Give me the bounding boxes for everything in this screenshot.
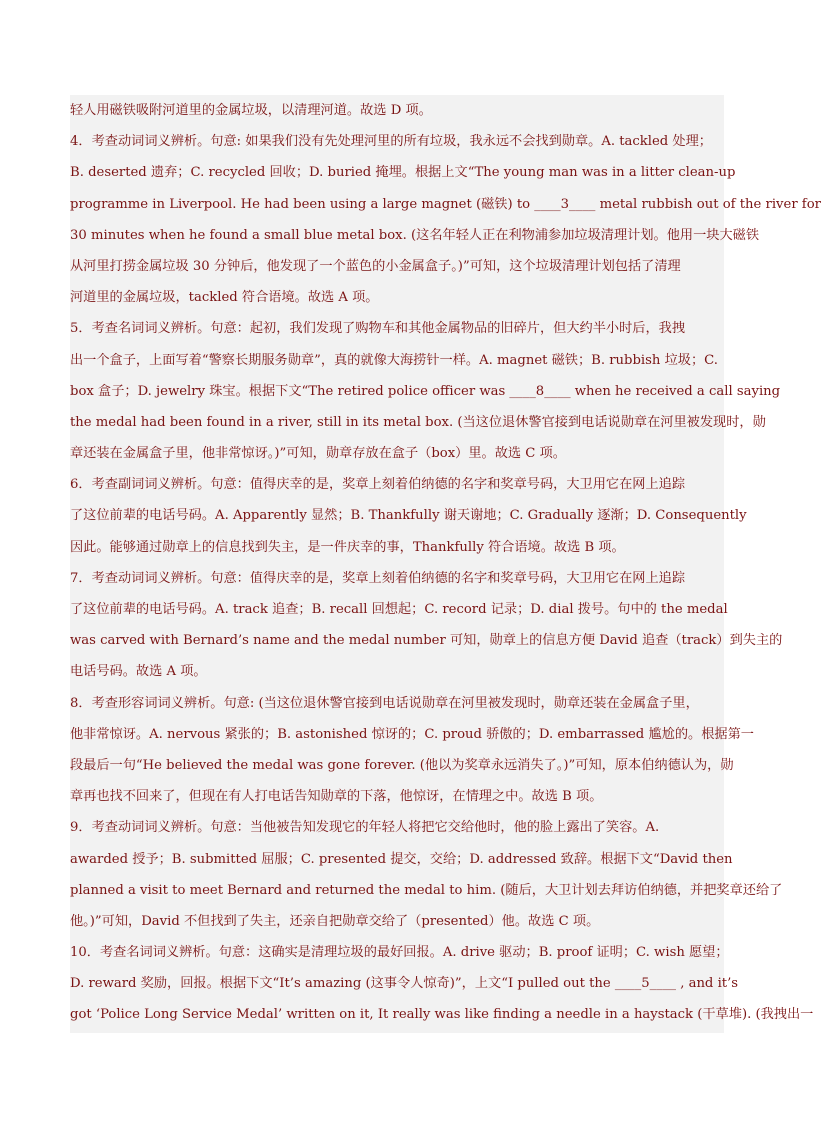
text-line: got ‘Police Long Service Medal’ written on it, It really was like finding a needle in a haystack (干草堆). (我拽出一	[70, 1007, 814, 1023]
text-line: 6．考查副词词义辨析。句意：值得庆幸的是，奖章上刻着伯纳德的名字和奖章号码，大卫用它在网上追踪	[70, 477, 686, 493]
text-line: 电话号码。故选 A 项。	[70, 664, 207, 680]
text-line: 章还装在金属盒子里，他非常惊讶。)”可知，勋章存放在盒子（box）里。故选 C 项。	[70, 446, 566, 462]
text-line: awarded 授予；B. submitted 屈服；C. presented 提交，交给；D. addressed 致辞。根据下文“David then	[70, 851, 733, 867]
text-line: 5．考查名词词义辨析。句意：起初，我们发现了购物车和其他金属物品的旧碎片，但大约半小时后，我拽	[70, 321, 686, 337]
text-line: D. reward 奖励，回报。根据下文“It’s amazing (这事令人惊奇)”，上文“I pulled out the ____5____ , and it’s	[70, 976, 739, 992]
text-line: 因此。能够通过勋章上的信息找到失主，是一件庆幸的事，Thankfully 符合语境。故选 B 项。	[70, 539, 625, 555]
text-line: B. deserted 遗弃；C. recycled 回收；D. buried 掩埋。根据上文“The young man was in a litter clean-up	[70, 165, 736, 181]
text-line: planned a visit to meet Bernard and returned the medal to him. (随后，大卫计划去拜访伯纳德，并把奖章还给了	[70, 882, 783, 898]
text-line: box 盒子；D. jewelry 珠宝。根据下文“The retired police officer was ____8____ when he received a call saying	[70, 383, 781, 399]
text-line: 出一个盒子，上面写着“警察长期服务勋章”，真的就像大海捞针一样。A. magnet 磁铁；B. rubbish 垃圾；C.	[70, 352, 718, 368]
text-line: 8．考查形容词词义辨析。句意: (当这位退休警官接到电话说勋章在河里被发现时，勋章还装在金属盒子里，	[70, 695, 699, 711]
text-line: 30 minutes when he found a small blue metal box. (这名年轻人正在利物浦参加垃圾清理计划。他用一块大磁铁	[70, 227, 760, 243]
text-line: 从河里打捞金属垃圾 30 分钟后，他发现了一个蓝色的小金属盒子。)”可知，这个垃圾清理计划包括了清理	[70, 258, 681, 274]
text-line: 10．考查名词词义辨析。句意：这确实是清理垃圾的最好回报。A. drive 驱动；B. proof 证明；C. wish 愿望；	[70, 945, 729, 961]
text-line: 他非常惊讶。A. nervous 紧张的；B. astonished 惊讶的；C. proud 骄傲的；D. embarrassed 尴尬的。根据第一	[70, 726, 754, 742]
text-line: 河道里的金属垃圾，tackled 符合语境。故选 A 项。	[70, 290, 379, 306]
text-line: 轻人用磁铁吸附河道里的金属垃圾，以清理河道。故选 D 项。	[70, 103, 432, 118]
text-line: 7．考查动词词义辨析。句意：值得庆幸的是，奖章上刻着伯纳德的名字和奖章号码，大卫用它在网上追踪	[70, 570, 686, 586]
text-line: 了这位前辈的电话号码。A. track 追查；B. recall 回想起；C. record 记录；D. dial 拨号。句中的 the medal	[70, 602, 728, 617]
text-line: 章再也找不回来了，但现在有人打电话告知勋章的下落，他惊讶，在情理之中。故选 B 项。	[70, 789, 603, 805]
text-line: 4．考查动词词义辨析。句意: 如果我们没有先处理河里的所有垃圾，我永远不会找到勋章。A. tackled 处理；	[70, 134, 712, 150]
text-line: the medal had been found in a river, still in its metal box. (当这位退休警官接到电话说勋章在河里被发现时，勋	[70, 414, 766, 430]
text-line: 了这位前辈的电话号码。A. Apparently 显然；B. Thankfully 谢天谢地；C. Gradually 逐渐；D. Consequently	[70, 508, 747, 524]
text-line: 他。)”可知，David 不但找到了失主，还亲自把勋章交给了（presented）他。故选 C 项。	[70, 913, 600, 929]
text-line: was carved with Bernard’s name and the medal number 可知，勋章上的信息方便 David 追查（track）到失主的	[70, 633, 783, 649]
text-line: 段最后一句“He believed the medal was gone forever. (他以为奖章永远消失了。)”可知，原本伯纳德认为，勋	[70, 757, 734, 773]
text-line: 9．考查动词词义辨析。句意：当他被告知发现它的年轻人将把它交给他时，他的脸上露出了笑容。A.	[70, 820, 660, 836]
text-line: programme in Liverpool. He had been using a large magnet (磁铁) to ____3____ metal rubbish out of the river for	[70, 196, 821, 212]
answer-explanation-text	[70, 95, 821, 1033]
